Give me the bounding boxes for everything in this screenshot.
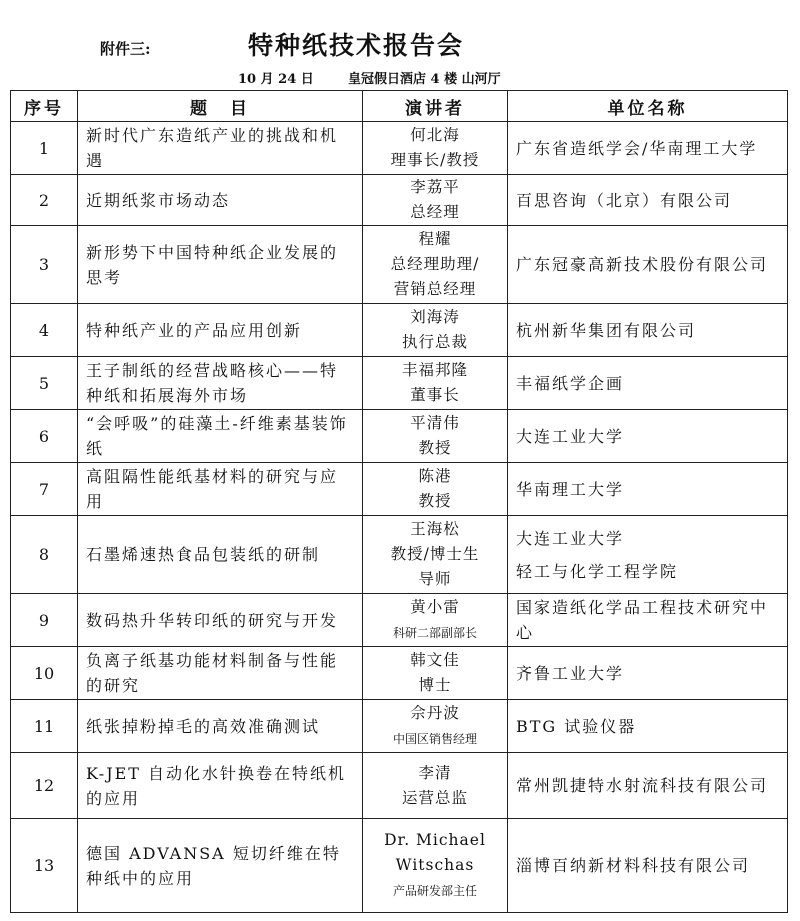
topic-cell xyxy=(78,594,363,647)
topic-text: 王子制纸的经营战略核心——特种纸和拓展海外市场 xyxy=(86,361,339,405)
unit-text: 华南理工大学 xyxy=(516,479,625,499)
row-number xyxy=(11,304,78,357)
speaker-cell xyxy=(363,463,508,516)
speaker-cell xyxy=(363,357,508,410)
unit-text: 齐鲁工业大学 xyxy=(516,663,625,683)
speaker-title: 中国区销售经理 xyxy=(392,731,477,746)
unit-text: 大连工业大学 xyxy=(516,528,625,548)
speaker-cell xyxy=(363,819,508,913)
speaker-line: 佘丹波 xyxy=(410,703,460,722)
unit-cell xyxy=(508,516,788,594)
unit-text: 淄博百纳新材料科技有限公司 xyxy=(516,856,751,875)
table-row xyxy=(11,594,788,647)
table-row xyxy=(11,175,788,226)
speaker-line: 营销总经理 xyxy=(393,280,477,298)
row-number-text: 6 xyxy=(38,426,50,446)
unit-text: 百思咨询（北京）有限公司 xyxy=(516,190,733,210)
topic-text: 新时代广东造纸产业的挑战和机遇 xyxy=(86,126,339,170)
speaker-line: 总经理助理/ xyxy=(390,255,480,273)
speaker-cell xyxy=(363,647,508,700)
unit-text-secondary: 轻工与化学工程学院 xyxy=(516,561,679,581)
speaker-line: 董事长 xyxy=(410,386,460,404)
table-row xyxy=(11,700,788,753)
speaker-line: 博士 xyxy=(418,676,452,694)
topic-text: 石墨烯速热食品包装纸的研制 xyxy=(86,545,321,564)
topic-text: 近期纸浆市场动态 xyxy=(86,190,231,210)
topic-text: 数码热升华转印纸的研究与开发 xyxy=(86,610,339,630)
speaker-line: 何北海 xyxy=(410,126,460,144)
row-number xyxy=(11,594,78,647)
topic-cell xyxy=(78,122,363,175)
attachment-label: 附件三: xyxy=(100,40,151,58)
table-row xyxy=(11,647,788,700)
unit-text: 国家造纸化学品工程技术研究中心 xyxy=(516,598,769,642)
speaker-line: 丰福邦隆 xyxy=(401,361,468,379)
unit-cell xyxy=(508,594,788,647)
unit-cell xyxy=(508,753,788,819)
event-date: 10 月 24 日 xyxy=(238,72,314,87)
row-number-text: 5 xyxy=(38,373,50,393)
row-number-text: 9 xyxy=(38,610,50,630)
speaker-title: 产品研发部主任 xyxy=(392,883,477,898)
table-row xyxy=(11,753,788,819)
row-number xyxy=(11,410,78,463)
unit-text: 杭州新华集团有限公司 xyxy=(516,320,697,340)
row-number xyxy=(11,122,78,175)
unit-cell xyxy=(508,410,788,463)
row-number-text: 8 xyxy=(38,545,50,564)
row-number xyxy=(11,357,78,410)
topic-cell xyxy=(78,516,363,594)
row-number xyxy=(11,516,78,594)
speaker-line: 陈港 xyxy=(418,467,452,485)
row-number-text: 12 xyxy=(33,776,55,795)
speaker-line: 李荔平 xyxy=(410,178,460,196)
speaker-line: 韩文佳 xyxy=(410,651,460,669)
speaker-line: 总经理 xyxy=(410,203,460,221)
unit-text: 常州凯捷特水射流科技有限公司 xyxy=(516,776,769,795)
column-header: 序号 xyxy=(11,91,78,122)
speaker-line: 刘海涛 xyxy=(410,308,460,326)
unit-cell xyxy=(508,647,788,700)
speaker-line: 王海松 xyxy=(410,520,460,538)
row-number-text: 1 xyxy=(38,138,50,158)
speaker-cell xyxy=(363,122,508,175)
row-number xyxy=(11,647,78,700)
topic-cell xyxy=(78,410,363,463)
topic-text: 特种纸产业的产品应用创新 xyxy=(86,320,303,340)
speaker-line: Witschas xyxy=(395,855,475,874)
topic-cell xyxy=(78,357,363,410)
topic-cell xyxy=(78,175,363,226)
unit-cell xyxy=(508,304,788,357)
speaker-cell xyxy=(363,304,508,357)
speaker-cell xyxy=(363,700,508,753)
unit-cell xyxy=(508,226,788,304)
topic-cell xyxy=(78,700,363,753)
table-row xyxy=(11,410,788,463)
speaker-line: 平清伟 xyxy=(410,414,460,432)
topic-cell xyxy=(78,226,363,304)
row-number-text: 10 xyxy=(33,663,55,683)
row-number xyxy=(11,700,78,753)
unit-text: 广东冠豪高新技术股份有限公司 xyxy=(516,255,769,274)
table-row xyxy=(11,304,788,357)
row-number xyxy=(11,753,78,819)
row-number-text: 3 xyxy=(38,255,50,274)
table-header-row xyxy=(11,91,788,122)
unit-text: BTG 试验仪器 xyxy=(516,716,637,736)
table-row xyxy=(11,357,788,410)
speaker-cell xyxy=(363,175,508,226)
unit-cell xyxy=(508,122,788,175)
speaker-cell xyxy=(363,410,508,463)
speaker-line: Dr. Michael xyxy=(384,830,486,849)
topic-text: 德国 ADVANSA 短切纤维在特种纸中的应用 xyxy=(86,843,341,888)
speaker-line: 教授/博士生 xyxy=(390,545,480,563)
speaker-line: 教授 xyxy=(418,439,452,457)
topic-text: 高阻隔性能纸基材料的研究与应用 xyxy=(86,467,339,511)
topic-cell xyxy=(78,753,363,819)
speaker-title: 科研二部副部长 xyxy=(392,625,477,640)
topic-text: 负离子纸基功能材料制备与性能的研究 xyxy=(86,651,339,695)
speaker-line: 黄小雷 xyxy=(410,597,460,616)
table-row xyxy=(11,516,788,594)
topic-text: “会呼吸”的硅藻土-纤维素基装饰纸 xyxy=(86,414,348,458)
topic-cell xyxy=(78,819,363,913)
unit-cell xyxy=(508,357,788,410)
row-number xyxy=(11,175,78,226)
table-row xyxy=(11,226,788,304)
row-number-text: 4 xyxy=(38,320,50,340)
topic-text: 纸张掉粉掉毛的高效准确测试 xyxy=(86,716,321,736)
row-number xyxy=(11,226,78,304)
unit-cell xyxy=(508,463,788,516)
unit-cell xyxy=(508,819,788,913)
unit-text: 丰福纸学企画 xyxy=(516,373,625,393)
unit-text: 广东省造纸学会/华南理工大学 xyxy=(516,138,758,158)
table-row xyxy=(11,819,788,913)
row-number xyxy=(11,819,78,913)
row-number-text: 13 xyxy=(33,856,55,875)
speaker-line: 导师 xyxy=(418,570,452,588)
column-header: 题 目 xyxy=(78,91,363,122)
schedule-table xyxy=(10,90,788,913)
table-row xyxy=(11,463,788,516)
speaker-line: 执行总裁 xyxy=(401,333,468,351)
topic-cell xyxy=(78,304,363,357)
row-number-text: 11 xyxy=(33,716,55,736)
row-number-text: 7 xyxy=(38,479,50,499)
speaker-cell xyxy=(363,516,508,594)
topic-text: K-JET 自动化水针换卷在特纸机的应用 xyxy=(86,763,347,808)
speaker-line: 程耀 xyxy=(418,230,452,248)
event-venue: 皇冠假日酒店 4 楼 山河厅 xyxy=(348,72,501,87)
topic-cell xyxy=(78,463,363,516)
speaker-line: 李清 xyxy=(418,763,452,782)
unit-text: 大连工业大学 xyxy=(516,426,625,446)
speaker-line: 理事长/教授 xyxy=(390,151,480,169)
speaker-cell xyxy=(363,226,508,304)
speaker-line: 运营总监 xyxy=(401,788,468,807)
speaker-line: 教授 xyxy=(418,492,452,510)
column-header: 单位名称 xyxy=(508,91,788,122)
table-row xyxy=(11,122,788,175)
topic-cell xyxy=(78,647,363,700)
speaker-cell xyxy=(363,753,508,819)
row-number-text: 2 xyxy=(38,190,50,210)
page-title: 特种纸技术报告会 xyxy=(248,31,465,60)
unit-cell xyxy=(508,700,788,753)
unit-cell xyxy=(508,175,788,226)
row-number xyxy=(11,463,78,516)
column-header: 演讲者 xyxy=(363,91,508,122)
speaker-cell xyxy=(363,594,508,647)
topic-text: 新形势下中国特种纸企业发展的思考 xyxy=(86,242,339,287)
